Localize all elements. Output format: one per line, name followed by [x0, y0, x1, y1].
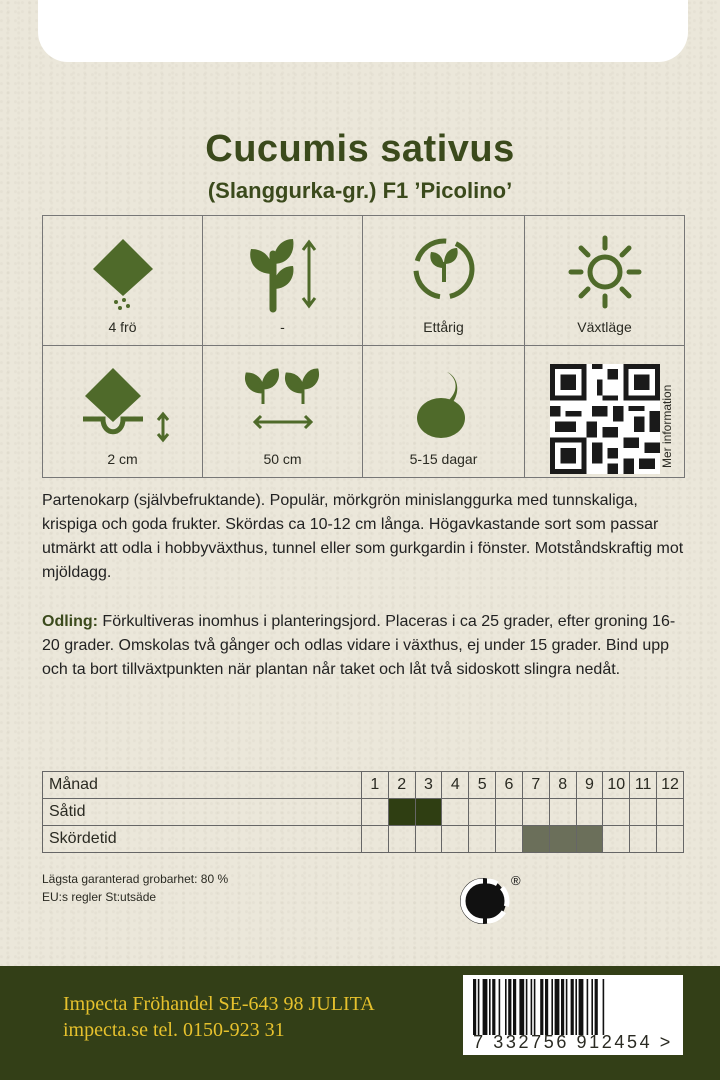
qr-cell[interactable]: [525, 346, 684, 477]
eu-rules: EU:s regler St:utsäde: [42, 890, 157, 904]
plant-height-label: -: [280, 319, 285, 335]
calendar-header-row: [43, 772, 684, 799]
calendar-cell: [630, 799, 657, 826]
info-icon-grid: [42, 215, 685, 478]
plant-height-cell: [203, 216, 363, 346]
calendar-cell: [603, 799, 630, 826]
calendar-cell: [576, 799, 603, 826]
description-paragraph: Partenokarp (självbefruktande). Populär, mörkgrön minislanggurka med tunnskaliga, krispiga och goda frukter. Skördas ca 10-12 cm långa. Högavkastande sort som passar utmärkt att odla i hobbyväxthus, tunnel eller som gurkgardin i fönster. Motståndskraftig mot mjöldagg.: [42, 492, 684, 581]
calendar-cell: [442, 799, 469, 826]
calendar-cell: [496, 826, 523, 853]
calendar-cell: [549, 826, 576, 853]
harvest-time-label: Skördetid: [43, 826, 362, 853]
plant-spacing-icon: [235, 364, 331, 434]
species-title: Cucumis sativus: [205, 128, 515, 170]
calendar-cell: [522, 799, 549, 826]
month-header: Månad: [43, 772, 362, 799]
calendar-row: [43, 799, 684, 826]
sun-cell: [525, 216, 684, 346]
lifecycle-cell: [363, 216, 525, 346]
barcode-digits: 7 332756 912454 >: [473, 1032, 673, 1052]
sowing-calendar: [42, 771, 684, 853]
seed-count-cell: [43, 216, 203, 346]
lifecycle-label: Ettårig: [423, 319, 464, 335]
month-10: 10: [603, 772, 630, 799]
sun-label: Växtläge: [577, 319, 632, 335]
ean-barcode: [463, 975, 683, 1055]
germination-cell: [363, 346, 525, 477]
address-line: Impecta Fröhandel SE-643 98 JULITA: [63, 993, 375, 1015]
contact-line[interactable]: impecta.se tel. 0150-923 31: [63, 1019, 285, 1041]
sowing-depth-cell: [43, 346, 203, 477]
sowing-time-label: Såtid: [43, 799, 362, 826]
company-address: [63, 991, 375, 1043]
month-4: 4: [442, 772, 469, 799]
registered-mark: ®: [511, 873, 521, 888]
month-6: 6: [496, 772, 523, 799]
cultivation-text: Förkultiveras inomhus i planteringsjord. Placeras i ca 25 grader, efter groning 16-20 grader. Omskolas två gånger och odlas vidare i växthus, ej under 15 grader. Bind upp och ta bort tillväxtpunkten när plantan når taket och låt två sidoskott slingra nedåt.: [42, 613, 676, 678]
sun-icon: [567, 234, 643, 310]
seed-pack-icon: [88, 234, 158, 314]
cultivation-paragraph: [42, 610, 692, 682]
calendar-row: [43, 826, 684, 853]
calendar-cell: [496, 799, 523, 826]
calendar-cell: [361, 799, 388, 826]
month-8: 8: [549, 772, 576, 799]
month-12: 12: [657, 772, 684, 799]
month-9: 9: [576, 772, 603, 799]
calendar-cell: [522, 826, 549, 853]
green-dot-icon: [459, 873, 525, 934]
calendar-cell: [549, 799, 576, 826]
calendar-cell: [630, 826, 657, 853]
calendar-cell: [388, 799, 415, 826]
variety-subtitle: (Slanggurka-gr.) F1 ’Picolino’: [207, 178, 513, 203]
barcode-bars: [463, 979, 683, 1035]
plant-height-icon: [243, 234, 323, 314]
calendar-cell: [388, 826, 415, 853]
germination-icon: [409, 364, 479, 444]
qr-code[interactable]: [550, 364, 660, 474]
germination-label: 5-15 dagar: [409, 451, 478, 467]
sowing-depth-label: 2 cm: [107, 451, 138, 467]
fine-print: [42, 870, 228, 906]
month-2: 2: [388, 772, 415, 799]
cultivation-heading: Odling:: [42, 613, 98, 630]
calendar-cell: [469, 799, 496, 826]
sowing-depth-icon: [73, 364, 173, 444]
plant-spacing-label: 50 cm: [263, 451, 302, 467]
month-1: 1: [361, 772, 388, 799]
calendar-cell: [657, 826, 684, 853]
calendar-cell: [415, 799, 442, 826]
qr-info-label: Mer information: [660, 384, 674, 468]
hang-tab-cutout: [38, 0, 688, 62]
calendar-cell: [603, 826, 630, 853]
calendar-cell: [361, 826, 388, 853]
seed-count-label: 4 frö: [108, 319, 137, 335]
month-3: 3: [415, 772, 442, 799]
calendar-cell: [442, 826, 469, 853]
lifecycle-icon: [409, 234, 479, 304]
plant-spacing-cell: [203, 346, 363, 477]
calendar-cell: [415, 826, 442, 853]
germination-guarantee: Lägsta garanterad grobarhet: 80 %: [42, 872, 229, 886]
month-7: 7: [522, 772, 549, 799]
calendar-cell: [469, 826, 496, 853]
calendar-cell: [657, 799, 684, 826]
calendar-cell: [576, 826, 603, 853]
month-11: 11: [630, 772, 657, 799]
month-5: 5: [469, 772, 496, 799]
